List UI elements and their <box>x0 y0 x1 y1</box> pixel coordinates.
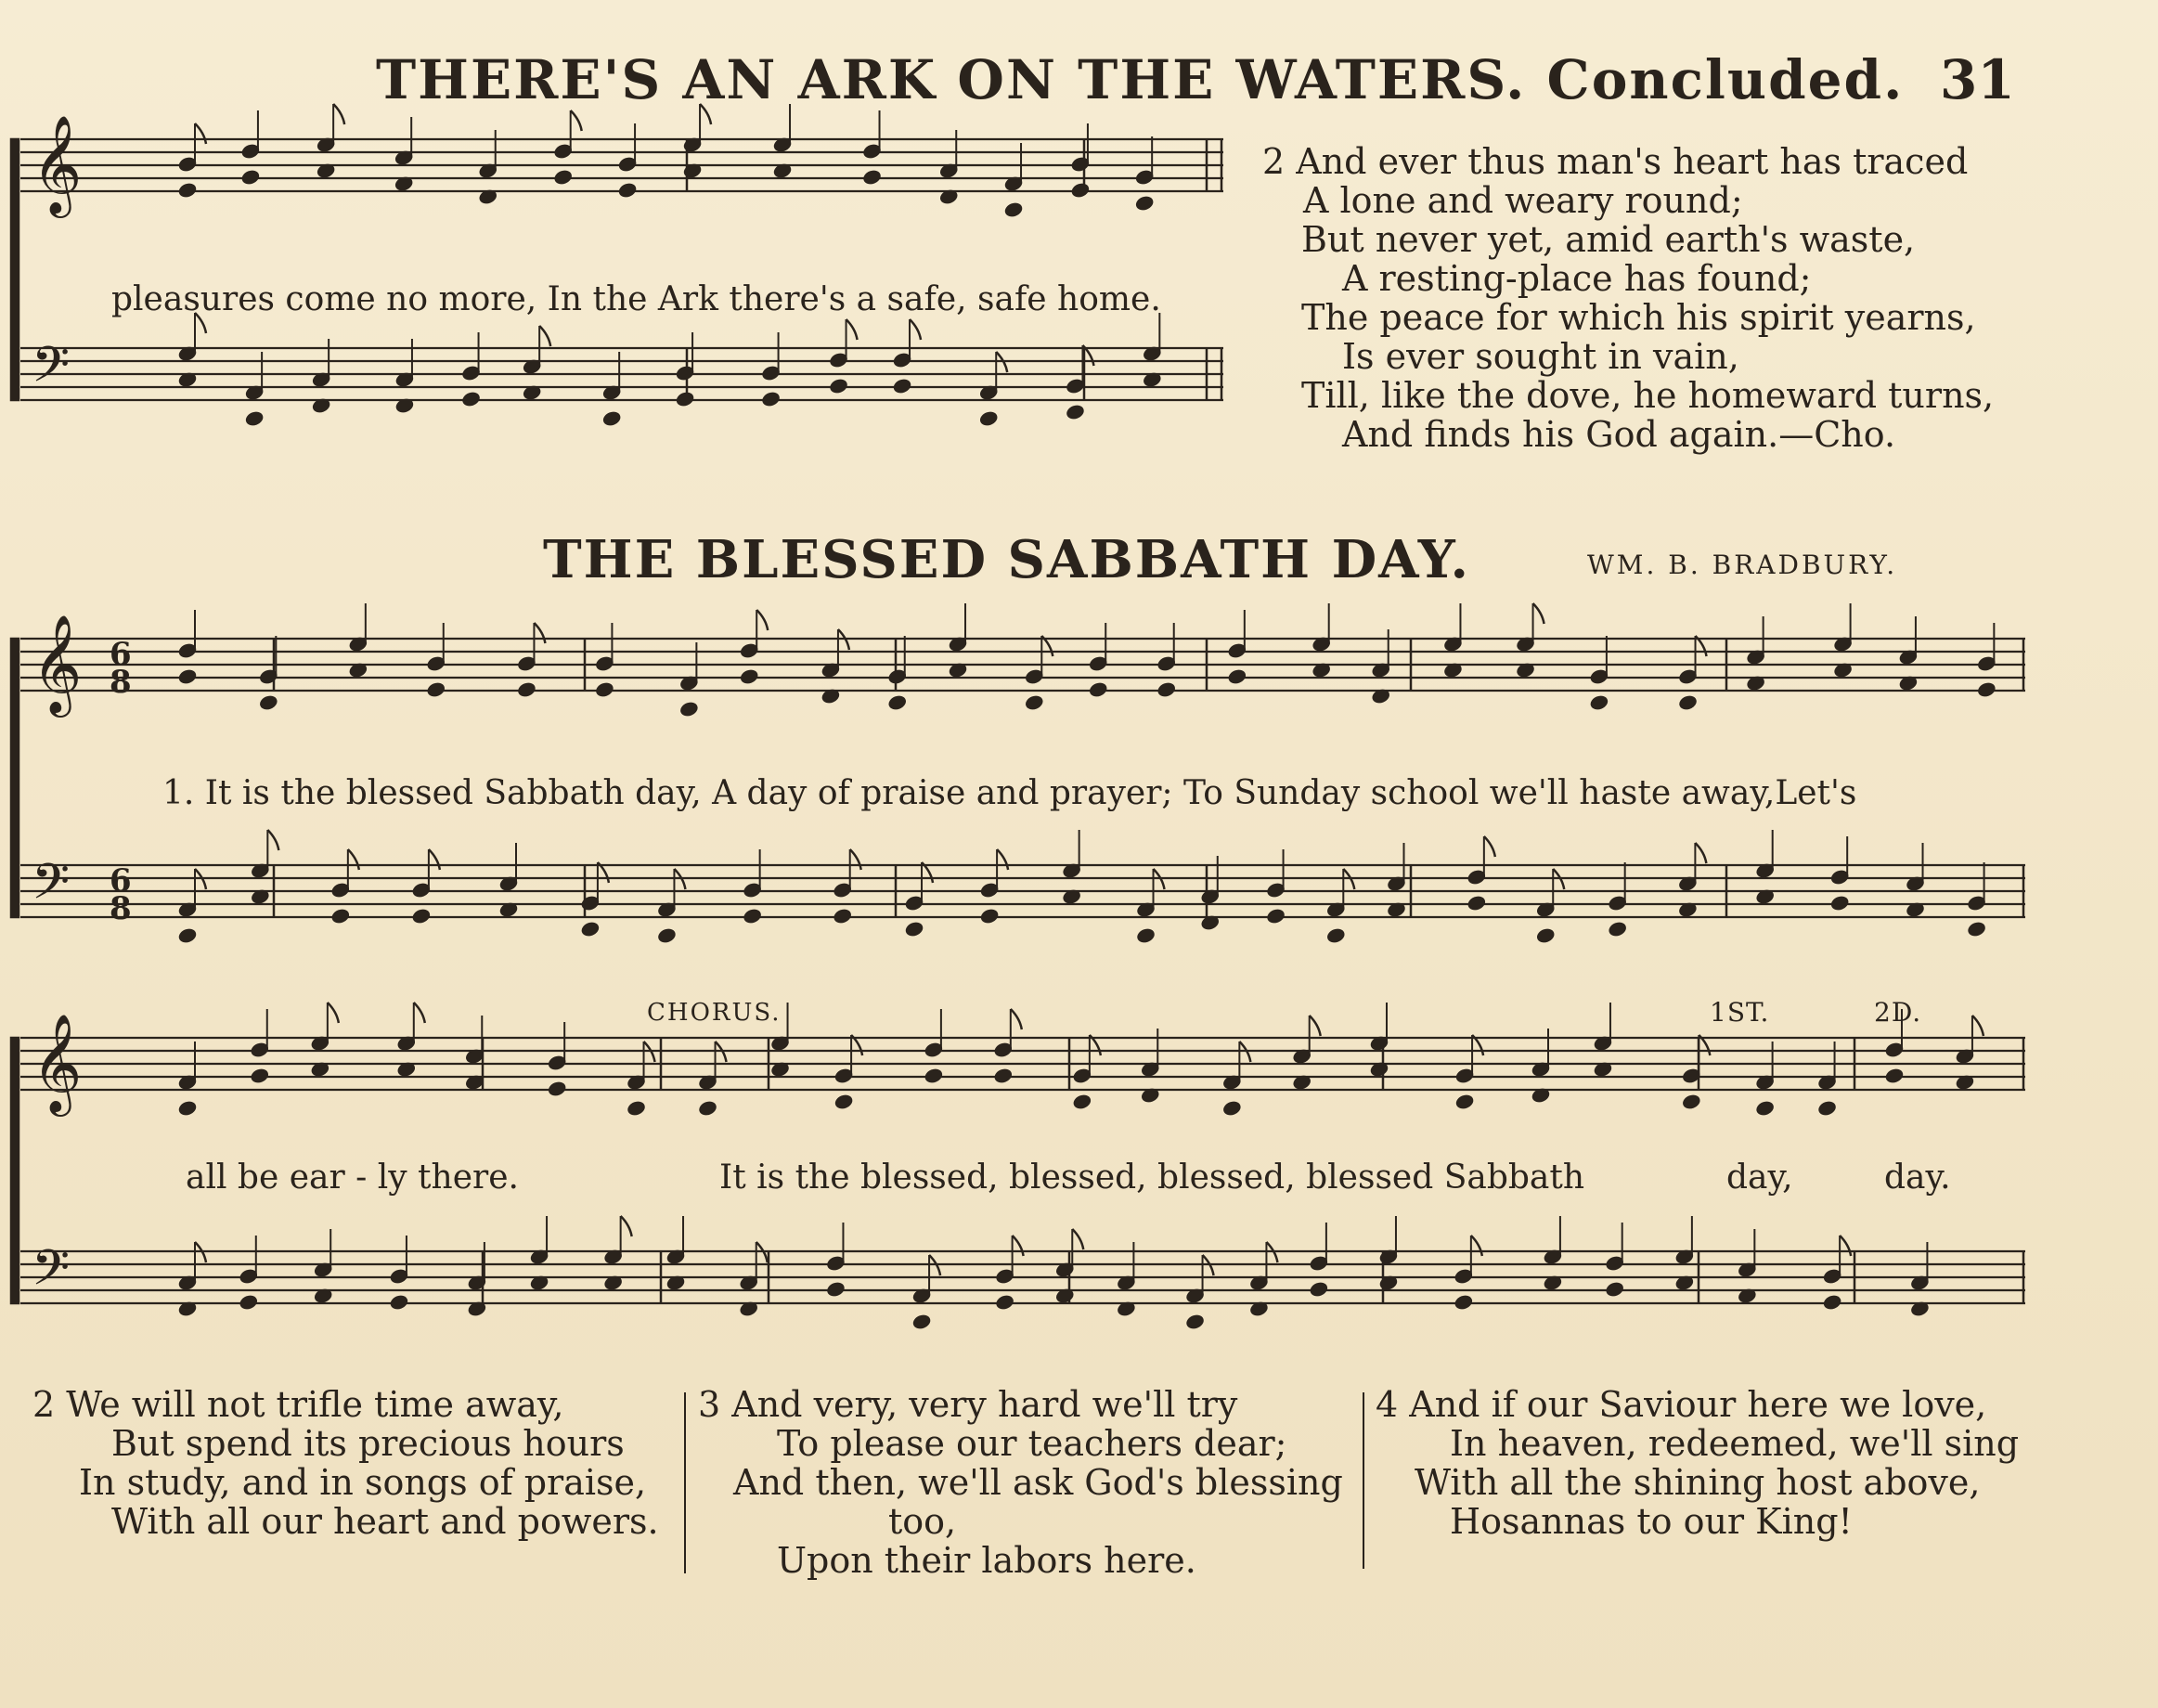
notehead <box>743 908 762 925</box>
notehead <box>833 1093 853 1110</box>
notehead <box>1089 681 1108 698</box>
note-flag <box>846 319 858 340</box>
treble-clef-icon: 𝄞 <box>32 614 83 713</box>
notehead <box>1967 921 1986 938</box>
notehead <box>547 1080 566 1097</box>
song2-title: THE BLESSED SABBATH DAY. <box>543 529 1471 590</box>
notehead <box>761 391 781 408</box>
column-divider <box>684 1392 686 1573</box>
notehead <box>887 694 907 711</box>
notehead <box>1467 895 1486 912</box>
notehead <box>1755 1100 1775 1117</box>
note-flag <box>1471 1236 1482 1256</box>
time-signature: 8 <box>110 664 132 701</box>
notehead <box>1454 1093 1474 1110</box>
first-ending-label: 1ST. <box>1710 997 1770 1028</box>
page-number: 31 <box>1940 48 2015 111</box>
verse-line: But spend its precious hours <box>111 1423 625 1464</box>
notehead <box>426 681 446 698</box>
column-divider <box>1363 1392 1364 1569</box>
note-flag <box>850 849 861 870</box>
notehead <box>1025 694 1044 711</box>
chorus-label: CHORUS. <box>647 999 782 1027</box>
note-flag <box>1011 1009 1022 1029</box>
notehead <box>1830 895 1850 912</box>
notehead <box>627 1100 646 1117</box>
notehead <box>1136 927 1156 944</box>
page-title: THERE'S AN ARK ON THE WATERS. Concluded. <box>376 48 1905 111</box>
notehead <box>1066 404 1085 421</box>
second-ending-word: day. <box>1884 1158 1951 1197</box>
notehead <box>911 1313 931 1330</box>
notehead <box>1003 201 1023 218</box>
notehead <box>250 1068 269 1084</box>
verse-line: A resting-place has found; <box>1342 258 1812 299</box>
note-flag <box>700 104 711 124</box>
notehead <box>698 1100 717 1117</box>
verse-line: Till, like the dove, he homeward turns, <box>1301 375 1995 416</box>
notehead <box>1822 1294 1841 1311</box>
notehead <box>330 908 350 925</box>
notehead <box>1817 1100 1837 1117</box>
notehead <box>1536 927 1556 944</box>
notehead <box>826 1281 846 1298</box>
verse-line: Hosannas to our King! <box>1450 1501 1853 1542</box>
notehead <box>177 182 197 199</box>
verse-line: Upon their labors here. <box>777 1540 1196 1581</box>
notehead <box>924 1068 943 1084</box>
notehead <box>829 378 848 395</box>
notehead <box>892 378 911 395</box>
first-ending-word: day, <box>1726 1158 1793 1197</box>
bass-clef-icon: 𝄢 <box>32 854 71 923</box>
verse-line: 3 And very, very hard we'll try <box>698 1384 1238 1425</box>
verse-line: To please our teachers dear; <box>777 1423 1287 1464</box>
verse-line: In heaven, redeemed, we'll sing <box>1450 1423 2020 1464</box>
notehead <box>1977 681 1996 698</box>
note-flag <box>414 1003 425 1023</box>
notehead <box>1682 1093 1701 1110</box>
note-flag <box>1484 836 1495 857</box>
notehead <box>1326 927 1346 944</box>
note-flag <box>571 110 582 131</box>
time-signature: 6 <box>110 862 132 899</box>
verse-line: With all the shining host above, <box>1415 1462 1981 1503</box>
note-flag <box>328 1003 339 1023</box>
time-signature: 6 <box>110 636 132 673</box>
notehead <box>1266 908 1286 925</box>
notehead <box>1185 1313 1205 1330</box>
notehead <box>177 927 197 944</box>
verse-line: And finds his God again.—Cho. <box>1342 414 1896 455</box>
note-flag <box>1972 1016 1984 1036</box>
verse-line: With all our heart and powers. <box>111 1501 659 1542</box>
verse-line: And then, we'll ask God's blessing <box>733 1462 1343 1503</box>
song2-lyric-line2b: It is the blessed, blessed, blessed, blessed Sabbath <box>719 1158 1585 1197</box>
notehead <box>995 1294 1014 1311</box>
note-flag <box>267 830 278 850</box>
verse-line: A lone and weary round; <box>1303 180 1743 221</box>
note-flag <box>348 849 359 870</box>
notehead <box>1070 182 1090 199</box>
notehead <box>657 927 677 944</box>
bass-clef-icon: 𝄢 <box>32 1240 71 1309</box>
treble-clef-icon: 𝄞 <box>32 114 83 214</box>
song1-lyric-line: pleasures come no more, In the Ark there's a safe, safe home. <box>111 280 1161 318</box>
notehead <box>177 1100 197 1117</box>
verse-line: 2 We will not trifle time away, <box>32 1384 564 1425</box>
notehead <box>240 169 260 186</box>
notehead <box>979 410 999 427</box>
note-flag <box>621 1216 632 1236</box>
notehead <box>862 169 882 186</box>
song2-verse-3 <box>698 1385 1343 1580</box>
verse-line: 2 And ever thus man's heart has traced <box>1262 141 1969 182</box>
time-signature: 8 <box>110 890 132 927</box>
notehead <box>1227 668 1247 685</box>
notehead <box>1309 1281 1328 1298</box>
verse-line: The peace for which his spirit yearns, <box>1301 297 1976 338</box>
notehead <box>904 921 924 938</box>
notehead <box>1608 921 1627 938</box>
notehead <box>740 668 759 685</box>
system-brace <box>11 1038 19 1303</box>
song2-lyric-line2a: all be ear - ly there. <box>186 1158 519 1197</box>
note-flag <box>997 849 1008 870</box>
song1-verse-2 <box>1262 142 1994 454</box>
notehead <box>679 701 699 718</box>
verse-line: Is ever sought in vain, <box>1342 336 1739 377</box>
verse-line: In study, and in songs of praise, <box>79 1462 647 1503</box>
song2-composer: WM. B. BRADBURY. <box>1587 550 1898 580</box>
notehead <box>461 391 481 408</box>
song2-verse-4 <box>1376 1385 2019 1541</box>
notehead <box>553 169 573 186</box>
notehead <box>1157 681 1176 698</box>
note-flag <box>1013 1236 1024 1256</box>
notehead <box>1454 1294 1473 1311</box>
note-flag <box>534 623 545 643</box>
second-ending-label: 2D. <box>1874 997 1922 1028</box>
notehead <box>259 694 278 711</box>
notehead <box>1222 1100 1242 1117</box>
notehead <box>580 921 600 938</box>
verse-line: too, <box>888 1501 957 1542</box>
notehead <box>1884 1068 1904 1084</box>
notehead <box>833 908 852 925</box>
notehead <box>1605 1281 1624 1298</box>
bass-clef-icon: 𝄢 <box>32 337 71 406</box>
notehead <box>239 1294 258 1311</box>
note-flag <box>910 319 921 340</box>
note-flag <box>1533 603 1544 624</box>
notehead <box>601 410 621 427</box>
notehead <box>675 391 694 408</box>
note-flag <box>1695 843 1706 863</box>
treble-clef-icon: 𝄞 <box>32 1013 83 1112</box>
song2-verse-2 <box>32 1385 659 1541</box>
note-flag <box>1310 1016 1321 1036</box>
notehead <box>1678 694 1698 711</box>
notehead <box>979 908 999 925</box>
note-flag <box>1840 1236 1851 1256</box>
verse-line: But never yet, amid earth's waste, <box>1301 219 1916 260</box>
notehead <box>1134 195 1154 212</box>
notehead <box>517 681 536 698</box>
notehead <box>1589 694 1609 711</box>
note-flag <box>195 123 206 144</box>
system-brace <box>11 639 19 917</box>
note-flag <box>429 849 440 870</box>
note-flag <box>539 326 550 346</box>
notehead <box>993 1068 1013 1084</box>
note-flag <box>1072 1229 1083 1249</box>
notehead <box>177 668 197 685</box>
notehead <box>1072 1093 1092 1110</box>
notehead <box>389 1294 408 1311</box>
notehead <box>617 182 637 199</box>
song2-verse1-lyric: 1. It is the blessed Sabbath day, A day of praise and prayer; To Sunday school we'll haste away,Let's <box>162 774 1857 812</box>
note-flag <box>333 104 344 124</box>
notehead <box>595 681 614 698</box>
notehead <box>244 410 264 427</box>
system-brace <box>11 139 19 400</box>
notehead <box>411 908 431 925</box>
verse-line: 4 And if our Saviour here we love, <box>1376 1384 1987 1425</box>
note-flag <box>756 610 768 630</box>
